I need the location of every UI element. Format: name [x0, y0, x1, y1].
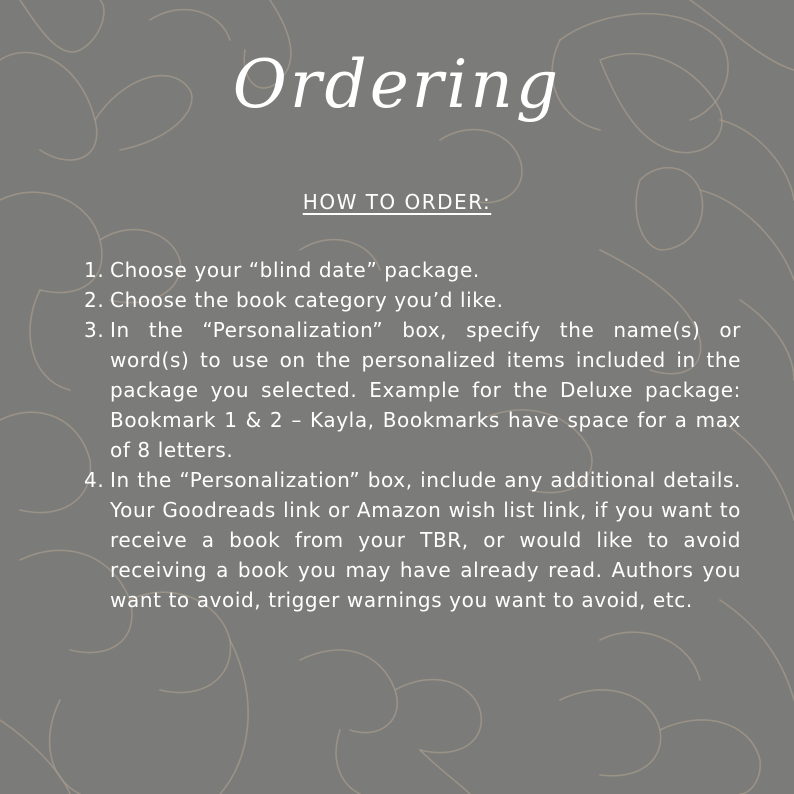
butterfly-wing-outline	[420, 750, 470, 794]
step-text: In the “Personalization” box, specify the name(s) or word(s) to use on the personalized items included in the package you selected. Example for the Deluxe package: Bookmark 1 & 2 – Kayla, Bookmarks have space for a max of 8 letters.	[110, 318, 741, 462]
butterfly-wing-outline	[0, 720, 70, 794]
butterfly-wing-outline	[300, 650, 397, 733]
list-item-step-1	[84, 255, 741, 285]
list-item-step-4	[84, 465, 741, 615]
list-item-step-2	[84, 285, 741, 315]
order-steps-list	[84, 255, 741, 615]
step-number: 3.	[84, 318, 105, 342]
butterfly-wing-outline	[0, 412, 90, 512]
butterfly-wing-outline	[560, 690, 661, 776]
butterfly-wing-outline	[30, 290, 70, 390]
butterfly-wing-outline	[50, 700, 80, 794]
step-number: 1.	[84, 258, 105, 282]
butterfly-wing-outline	[720, 120, 794, 200]
step-number: 4.	[84, 468, 105, 492]
butterfly-wing-outline	[20, 0, 104, 52]
butterfly-wing-outline	[600, 632, 700, 680]
butterfly-wing-outline	[660, 720, 760, 794]
butterfly-wing-outline	[740, 300, 794, 380]
list-item-step-3	[84, 315, 741, 465]
step-number: 2.	[84, 288, 105, 312]
step-text: Choose the book category you’d like.	[110, 288, 504, 312]
butterfly-wing-outline	[336, 730, 360, 794]
step-text: Choose your “blind date” package.	[110, 258, 480, 282]
butterfly-wing-outline	[220, 640, 248, 794]
section-heading: HOW TO ORDER:	[302, 190, 492, 214]
butterfly-wing-outline	[395, 680, 481, 753]
butterfly-wing-outline	[150, 10, 230, 40]
page-title: Ordering	[232, 46, 562, 123]
step-text: In the “Personalization” box, include any additional details. Your Goodreads link or Amazon wish list link, if you want to receive a book from your TBR, or would like to avoid receiving a book you may have already read. Authors you want to avoid, trigger warnings you want to avoid, etc.	[110, 468, 741, 612]
butterfly-wing-outline	[720, 600, 794, 700]
